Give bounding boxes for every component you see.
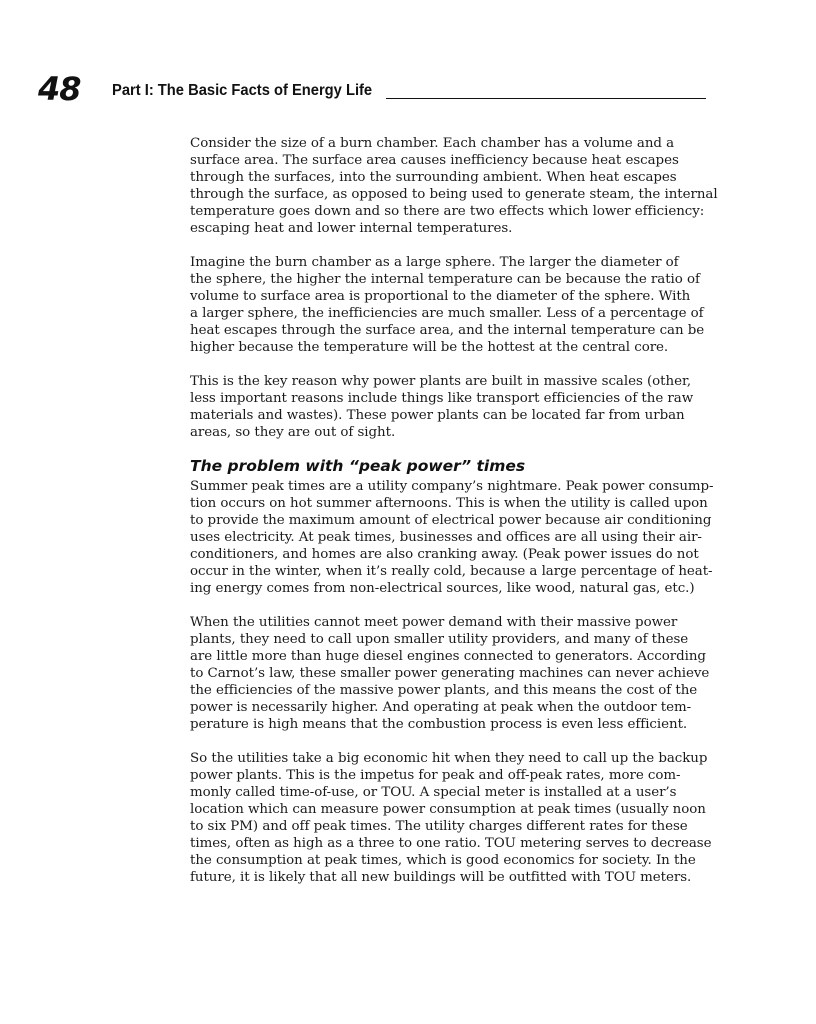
text-line: monly called time-of-use, or TOU. A special meter is installed at a user’s: [190, 785, 677, 800]
section-heading: The problem with “peak power” times: [190, 457, 526, 475]
text-line: surface area. The surface area causes inefficiency because heat escapes: [190, 153, 679, 168]
paragraph-tou-metering: [190, 750, 710, 886]
text-line: to provide the maximum amount of electrical power because air conditioning: [190, 513, 712, 528]
text-line: This is the key reason why power plants are built in massive scales (other,: [190, 374, 692, 389]
text-line: plants, they need to call upon smaller utility providers, and many of these: [190, 632, 689, 647]
text-line: areas, so they are out of sight.: [190, 425, 396, 440]
paragraph-burn-chamber: [190, 135, 718, 237]
body-text: [190, 135, 718, 903]
text-line: higher because the temperature will be the hottest at the central core.: [190, 340, 669, 355]
text-line: times, often as high as a three to one ratio. TOU metering serves to decrease: [190, 836, 712, 851]
text-line: Summer peak times are a utility company’s nightmare. Peak power consump-: [190, 479, 714, 494]
text-line: escaping heat and lower internal temperatures.: [190, 221, 513, 236]
text-line: the sphere, the higher the internal temperature can be because the ratio of: [190, 272, 700, 287]
paragraph-sphere: [190, 254, 710, 356]
text-line: When the utilities cannot meet power demand with their massive power: [190, 615, 678, 630]
page-number: 48: [38, 70, 81, 108]
text-line: Consider the size of a burn chamber. Each chamber has a volume and a: [190, 136, 675, 151]
header-rule: [386, 98, 706, 99]
text-line: through the surfaces, into the surrounding ambient. When heat escapes: [190, 170, 677, 185]
text-line: materials and wastes). These power plants can be located far from urban: [190, 408, 685, 423]
text-line: So the utilities take a big economic hit when they need to call up the backup: [190, 751, 708, 766]
paragraph-summer-peak: [190, 478, 714, 597]
text-line: future, it is likely that all new buildings will be outfitted with TOU meters.: [190, 870, 692, 885]
text-line: to six PM) and off peak times. The utility charges different rates for these: [190, 819, 688, 834]
text-line: through the surface, as opposed to being used to generate steam, the internal: [190, 187, 718, 202]
text-line: power plants. This is the impetus for peak and off-peak rates, more com-: [190, 768, 681, 783]
text-line: location which can measure power consumption at peak times (usually noon: [190, 802, 706, 817]
text-line: are little more than huge diesel engines connected to generators. According: [190, 649, 706, 664]
text-line: the efficiencies of the massive power plants, and this means the cost of the: [190, 683, 698, 698]
text-line: a larger sphere, the inefficiencies are much smaller. Less of a percentage of: [190, 306, 704, 321]
text-line: less important reasons include things like transport efficiencies of the raw: [190, 391, 694, 406]
text-line: the consumption at peak times, which is good economics for society. In the: [190, 853, 696, 868]
paragraph-massive-scales: [190, 373, 710, 441]
text-line: conditioners, and homes are also cranking away. (Peak power issues do not: [190, 547, 699, 562]
text-line: volume to surface area is proportional to the diameter of the sphere. With: [190, 289, 691, 304]
text-line: power is necessarily higher. And operating at peak when the outdoor tem-: [190, 700, 692, 715]
text-line: heat escapes through the surface area, and the internal temperature can be: [190, 323, 705, 338]
text-line: ing energy comes from non-electrical sources, like wood, natural gas, etc.): [190, 581, 695, 596]
text-line: uses electricity. At peak times, businesses and offices are all using their air-: [190, 530, 702, 545]
text-line: occur in the winter, when it’s really cold, because a large percentage of heat-: [190, 564, 713, 579]
text-line: temperature goes down and so there are two effects which lower efficiency:: [190, 204, 705, 219]
text-line: to Carnot’s law, these smaller power generating machines can never achieve: [190, 666, 710, 681]
text-line: perature is high means that the combustion process is even less efficient.: [190, 717, 688, 732]
paragraph-utilities-demand: [190, 614, 710, 733]
text-line: Imagine the burn chamber as a large sphere. The larger the diameter of: [190, 255, 679, 270]
text-line: tion occurs on hot summer afternoons. This is when the utility is called upon: [190, 496, 708, 511]
running-head-title: Part I: The Basic Facts of Energy Life: [112, 82, 373, 99]
